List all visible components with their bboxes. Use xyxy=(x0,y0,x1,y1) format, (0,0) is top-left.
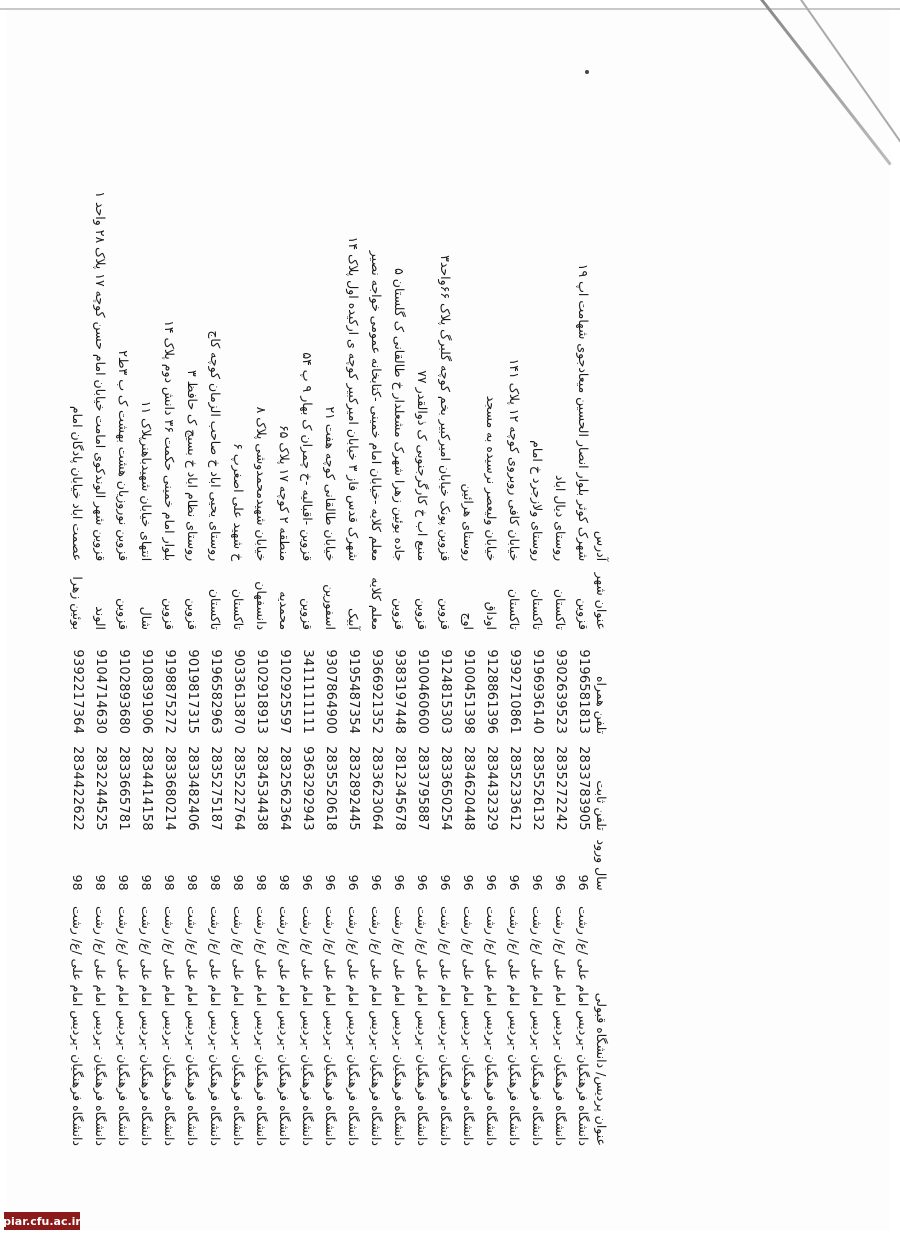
header-year: سال ورود xyxy=(594,839,609,891)
cell-campus: دانشگاه فرهنگیان -پردیس امام علی /ع/ رشت xyxy=(461,906,477,1146)
table-row xyxy=(155,90,178,1150)
cell-address: انتهای خیابان شهیدباهنرپلاک ۱۱ xyxy=(139,400,155,562)
cell-address: روستای دیال اباد xyxy=(553,475,569,562)
cell-year: 98 xyxy=(208,874,224,891)
cell-campus: دانشگاه فرهنگیان -پردیس امام علی /ع/ رشت xyxy=(185,906,201,1146)
cell-year: 98 xyxy=(70,874,86,891)
cell-city: معلم کلایه xyxy=(369,577,385,631)
cell-campus: دانشگاه فرهنگیان -پردیس امام علی /ع/ رشت xyxy=(323,906,339,1146)
table-row xyxy=(270,90,293,1150)
cell-mobile: 9104714630 xyxy=(93,649,109,735)
cell-campus: دانشگاه فرهنگیان -پردیس امام علی /ع/ رشت xyxy=(277,906,293,1146)
cell-city: اسفورین xyxy=(323,584,339,631)
cell-campus: دانشگاه فرهنگیان -پردیس امام علی /ع/ رشت xyxy=(415,906,431,1146)
cell-year: 96 xyxy=(484,874,500,891)
cell-address: خیابان شهیدمحمدوشی پلاک ۸ xyxy=(254,406,270,562)
cell-phone: 2812345678 xyxy=(392,746,408,831)
cell-phone: 2833665781 xyxy=(116,746,132,831)
cell-mobile: 9392217364 xyxy=(70,649,86,735)
cell-city: قزوین xyxy=(576,598,592,631)
cell-phone: 2834620448 xyxy=(461,746,477,831)
cell-mobile: 9102893680 xyxy=(116,649,132,735)
cell-campus: دانشگاه فرهنگیان -پردیس امام علی /ع/ رشت xyxy=(231,906,247,1146)
table-row xyxy=(362,90,385,1150)
table-row xyxy=(408,90,431,1150)
header-campus: عنوان پردیس/ دانشگاه قبولی xyxy=(594,992,609,1146)
cell-mobile: 9102918913 xyxy=(254,649,270,735)
cell-city: تاکستان xyxy=(507,588,523,631)
cell-campus: دانشگاه فرهنگیان -پردیس امام علی /ع/ رشت xyxy=(484,906,500,1146)
cell-address: جاده بوئین زهرا شهرک مشعلدار خ طالقانی ک گلستان ۵ xyxy=(392,268,408,562)
cell-year: 96 xyxy=(323,874,339,891)
cell-year: 98 xyxy=(93,874,109,891)
cell-phone: 2832892445 xyxy=(346,746,362,831)
cell-campus: دانشگاه فرهنگیان -پردیس امام علی /ع/ رشت xyxy=(116,906,132,1146)
cell-city: بوئین زهرا xyxy=(70,576,86,631)
cell-address: بلوار امام خمینی حکمت ۳۶ دانش دوم پلاک ۱۴ xyxy=(162,320,178,562)
table-row xyxy=(178,90,201,1150)
cell-year: 96 xyxy=(346,874,362,891)
cell-year: 98 xyxy=(185,874,201,891)
cell-city: قزوین xyxy=(116,598,132,631)
cell-phone: 2832562364 xyxy=(277,746,293,831)
table-row xyxy=(523,90,546,1150)
cell-city: قزوین xyxy=(185,598,201,631)
cell-year: 96 xyxy=(415,874,431,891)
cell-phone: 2835222764 xyxy=(231,746,247,831)
cell-city: آبیک xyxy=(346,608,362,631)
cell-year: 96 xyxy=(576,874,592,891)
cell-campus: دانشگاه فرهنگیان -پردیس امام علی /ع/ رشت xyxy=(530,906,546,1146)
cell-year: 98 xyxy=(277,874,293,891)
cell-campus: دانشگاه فرهنگیان -پردیس امام علی /ع/ رشت xyxy=(507,906,523,1146)
cell-city: محمدیه xyxy=(277,591,293,631)
header-address: آدرس xyxy=(594,530,609,562)
cell-mobile: 9100451398 xyxy=(461,649,477,735)
cell-phone: 2834534438 xyxy=(254,746,270,831)
cell-year: 98 xyxy=(116,874,132,891)
cell-city: شال xyxy=(139,606,155,631)
header-phone: تلفن ثابت xyxy=(594,780,609,831)
cell-city: تاکستان xyxy=(553,588,569,631)
cell-phone: 2833783905 xyxy=(576,746,592,831)
cell-city: تاکستان xyxy=(208,588,224,631)
cell-mobile: 9195487354 xyxy=(346,649,362,735)
cell-campus: دانشگاه فرهنگیان -پردیس امام علی /ع/ رشت xyxy=(208,906,224,1146)
cell-mobile: 9196936140 xyxy=(530,649,546,735)
cell-mobile: 9019817315 xyxy=(185,649,201,735)
cell-mobile: 9108391906 xyxy=(139,649,155,735)
cell-address: معلم کلایه -خیابان امام خمینی -کتابخانه عمومی خواجه نصیر xyxy=(369,250,385,562)
cell-address: روستای هرائین xyxy=(461,483,477,562)
cell-address: شهرک قدس فاز ۳ خیابان امیرکبیر کوچه ی ارکیده اول پلاک ۱۴ xyxy=(346,236,362,562)
cell-address: روستای یحیی اباد خ صاحب الزمان کوچه کاج xyxy=(208,330,224,562)
cell-year: 96 xyxy=(553,874,569,891)
cell-campus: دانشگاه فرهنگیان -پردیس امام علی /ع/ رشت xyxy=(254,906,270,1146)
cell-phone: 2833680214 xyxy=(162,746,178,831)
cell-city: تاکستان xyxy=(231,588,247,631)
student-roster-table xyxy=(63,90,610,1150)
cell-mobile: 9196581813 xyxy=(576,649,592,735)
cell-campus: دانشگاه فرهنگیان -پردیس امام علی /ع/ رشت xyxy=(300,906,316,1146)
cell-city: دانسفهان xyxy=(254,581,270,631)
cell-phone: 2834422622 xyxy=(70,746,86,831)
cell-phone: 2834432329 xyxy=(484,746,500,831)
cell-address: قزوین پونک خیابان امیرکبیر بخم کوچه گلبرگ پلاک ۶۶واحد۳ xyxy=(438,255,454,562)
cell-mobile: 9033613870 xyxy=(231,649,247,735)
cell-city: قزوین xyxy=(162,598,178,631)
cell-campus: دانشگاه فرهنگیان -پردیس امام علی /ع/ رشت xyxy=(392,906,408,1146)
cell-address: قزوین شهر الوندکوی امامت خیابان امام حسن کوچه ۱۷ پلاک ۲۸ واحد ۱ xyxy=(93,191,109,562)
cell-campus: دانشگاه فرهنگیان -پردیس امام علی /ع/ رشت xyxy=(369,906,385,1146)
cell-campus: دانشگاه فرهنگیان -پردیس امام علی /ع/ رشت xyxy=(139,906,155,1146)
cell-phone: 2835526132 xyxy=(530,746,546,831)
cell-year: 96 xyxy=(300,874,316,891)
cell-phone: 2834414158 xyxy=(139,746,155,831)
cell-year: 98 xyxy=(254,874,270,891)
cell-address: روستای نظام اباد خ بسیج ک حافظ ۳ xyxy=(185,370,201,562)
cell-mobile: 9196582963 xyxy=(208,649,224,735)
cell-address: خ شهید علی اصغرپ ۶ xyxy=(231,443,247,562)
cell-city: اوداق xyxy=(484,601,500,631)
table-row xyxy=(500,90,523,1150)
header-city: عنوان شهر xyxy=(594,572,609,631)
table-row xyxy=(316,90,339,1150)
cell-address: خیابان طالقانی کوچه هفت ۲۱ xyxy=(323,406,339,562)
cell-city: الوند xyxy=(93,606,109,631)
cell-mobile: 9307864900 xyxy=(323,649,339,735)
cell-year: 96 xyxy=(369,874,385,891)
table-row xyxy=(132,90,155,1150)
cell-campus: دانشگاه فرهنگیان -پردیس امام علی /ع/ رشت xyxy=(162,906,178,1146)
table-row xyxy=(569,90,592,1150)
cell-campus: دانشگاه فرهنگیان -پردیس امام علی /ع/ رشت xyxy=(576,906,592,1146)
cell-phone: 2832244525 xyxy=(93,746,109,831)
scan-edge xyxy=(0,8,900,10)
cell-address: شهرک کوثر بلوار انصار الحسین میعادجوی شهامت اپ ۱۹ xyxy=(576,263,592,562)
table-row xyxy=(454,90,477,1150)
cell-mobile: 9100460600 xyxy=(415,649,431,735)
cell-year: 96 xyxy=(507,874,523,891)
cell-address: خیابان ولیعصر نرسیده به مسجد xyxy=(484,395,500,562)
cell-phone: 9363292943 xyxy=(300,746,316,831)
cell-mobile: 9198875272 xyxy=(162,649,178,735)
cell-mobile: 9124815303 xyxy=(438,649,454,735)
cell-mobile: 9383197448 xyxy=(392,649,408,735)
table-row xyxy=(224,90,247,1150)
table-body xyxy=(63,90,592,1150)
cell-phone: 2835233612 xyxy=(507,746,523,831)
table-row xyxy=(247,90,270,1150)
scan-speck xyxy=(585,70,589,74)
cell-city: قزوین xyxy=(392,598,408,631)
cell-phone: 2835272242 xyxy=(553,746,569,831)
cell-address: منطقه ۲ کوچه ۱۷ پلاک ۶۵ xyxy=(277,424,293,562)
cell-campus: دانشگاه فرهنگیان -پردیس امام علی /ع/ رشت xyxy=(553,906,569,1146)
cell-year: 96 xyxy=(461,874,477,891)
cell-city: اوج xyxy=(461,612,477,631)
cell-phone: 2833623064 xyxy=(369,746,385,831)
cell-mobile: 9392710861 xyxy=(507,649,523,735)
cell-year: 96 xyxy=(438,874,454,891)
site-logo: piar.cfu.ac.ir xyxy=(4,1212,80,1230)
cell-city: تاکستان xyxy=(530,588,546,631)
cell-phone: 2835275187 xyxy=(208,746,224,831)
table-row xyxy=(477,90,500,1150)
cell-year: 96 xyxy=(392,874,408,891)
cell-phone: 2833650254 xyxy=(438,746,454,831)
cell-year: 98 xyxy=(162,874,178,891)
cell-phone: 2833482406 xyxy=(185,746,201,831)
cell-address: روستای ولازجرد خ امام xyxy=(530,440,546,562)
cell-address: خیابان کافی روبروی کوچه ۱۲ پلاک ۱۴۱ xyxy=(507,358,523,562)
cell-city: قزوین xyxy=(415,598,431,631)
cell-campus: دانشگاه فرهنگیان -پردیس امام علی /ع/ رشت xyxy=(93,906,109,1146)
cell-address: قزوین -اقبالیه -خ چمران ک بهار ۹ پ ۵۴ xyxy=(300,352,316,562)
table-row xyxy=(109,90,132,1150)
cell-phone: 2833795887 xyxy=(415,746,431,831)
table-row xyxy=(86,90,109,1150)
table-row xyxy=(339,90,362,1150)
cell-year: 98 xyxy=(231,874,247,891)
cell-campus: دانشگاه فرهنگیان -پردیس امام علی /ع/ رشت xyxy=(438,906,454,1146)
cell-mobile: 9366921352 xyxy=(369,649,385,735)
table-row xyxy=(431,90,454,1150)
table-row xyxy=(201,90,224,1150)
table-row xyxy=(385,90,408,1150)
table-row xyxy=(63,90,86,1150)
cell-year: 98 xyxy=(139,874,155,891)
cell-campus: دانشگاه فرهنگیان -پردیس امام علی /ع/ رشت xyxy=(346,906,362,1146)
cell-mobile: 9102925597 xyxy=(277,649,293,735)
cell-year: 96 xyxy=(530,874,546,891)
cell-address: عصمت اباد خیابان پادگان امام xyxy=(70,405,86,562)
cell-city: قزوین xyxy=(300,598,316,631)
cell-address: منبع اب خ کارگرجنوبی ک ذوالقدر ۷۷ xyxy=(415,370,431,562)
header-mobile: تلفن همراه xyxy=(594,675,609,735)
table-row xyxy=(546,90,569,1150)
cell-address: قزوین نوروزیان هشت بهشت ک ب ۳ط۲ xyxy=(116,350,132,562)
cell-mobile: 9128861396 xyxy=(484,649,500,735)
table-row xyxy=(293,90,316,1150)
cell-mobile: 3411111111 xyxy=(300,649,316,735)
table-header-row xyxy=(592,90,610,1150)
cell-city: قزوین xyxy=(438,598,454,631)
cell-campus: دانشگاه فرهنگیان -پردیس امام علی /ع/ رشت xyxy=(70,906,86,1146)
rotated-table-container xyxy=(10,90,610,1150)
cell-phone: 2835520618 xyxy=(323,746,339,831)
cell-mobile: 9302639523 xyxy=(553,649,569,735)
